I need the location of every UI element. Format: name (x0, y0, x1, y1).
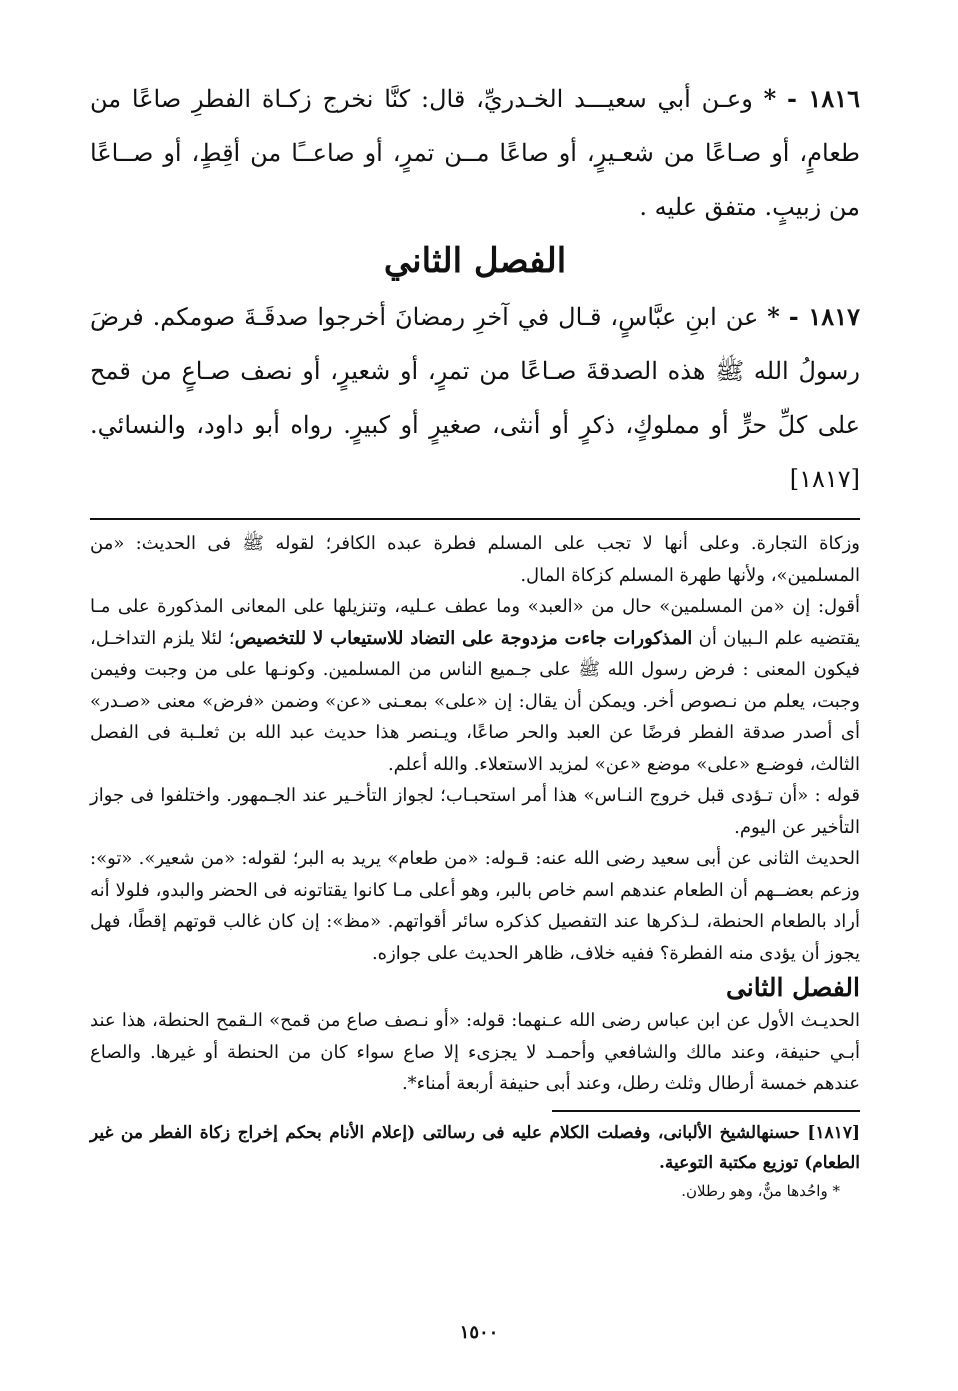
hadith-number: ١٨١٦ - (786, 84, 860, 113)
commentary-text: أقول: إن «من المسلمين» حال من «العبد» وما عطف عـليه، وتنزيلها على المعانى المذكورة على مـا يقتضيه علم الـبيان أن (90, 596, 861, 649)
commentary-paragraph: قوله : «أن تـؤدى قبل خروج النـاس» هذا أمر استحبـاب؛ لجواز التأخـير عند الجـمهور. واختلفوا فى جواز التأخير عن اليوم. (90, 785, 860, 838)
commentary-paragraph: وزكاة التجارة. وعلى أنها لا تجب على المسلم فطرة عبده الكافر؛ لقوله ﷺ فى الحديث: «من المسلمين»، ولأنها طهرة المسلم كزكاة المال. (90, 533, 860, 586)
commentary (90, 528, 860, 1100)
footnote-reference: [١٨١٧] حسنهالشيخ الألبانى، وفصلت الكلام عليه فى رسالتى (إعلام الأنام بحكم إخراج زكاة الفطر من غير الطعام) توزيع مكتبة التوعية. (90, 1122, 860, 1173)
footnote-note: * واحُدها منٌّ، وهو رطلان. (681, 1181, 840, 1200)
footnotes (90, 1118, 860, 1204)
commentary-divider (90, 518, 860, 520)
commentary-text: ؛ لئلا يلزم التداخـل، فيكون المعنى : فرض رسول الله ﷺ على جـميع الناس من المسلمين. وكونـها على من وجبت وفيمن وجبت، يعلم من نـصوص أخر. ويمكن أن يقال: إن «على» بمعـنى «عن» وضمن «فرض» معنى «صـدر» أى أصدر صدقة الفطر فرضًا عن العبد والحر صاعًا، ويـنصر هذا حديث عبد الله بن ثعلـبة فى الفصل الثالث، فوضـع «على» موضع «عن» لمزيد الاستعلاء. والله أعلم. (90, 627, 860, 775)
commentary-section-title: الفصل الثانى (725, 973, 860, 1002)
hadith-reference: [١٨١٧] (789, 465, 860, 493)
commentary-paragraph: الحديث الثانى عن أبى سعيد رضى الله عنه: قـوله: «من طعام» يريد به البر؛ لقوله: «من شعير». «تو»: وزعم بعضــهم أن الطعام عندهم اسم خاص بالبر، وهو أعلى مـا كانوا يقتاتونه فى الحضر والبدو، فلولا أنه أراد بالطعام الحنطة، لـذكرها عند التفصيل كذكره سائر أقواتهم. «مظ»: إن كان غالب قوتهم إقطًا، فهل يجوز أن يؤدى منه الفطرة؟ ففيه خلاف، ظاهر الحديث على جوازه. (90, 848, 860, 964)
hadith-text: وعـن أبي سعيـــد الخـدريِّ، قال: كنَّا نخرج زكـاة الفطرِ صاعًا من طعامٍ، أو صـاعًا من شعـيرٍ، أو صاعًا مــن تمرٍ، أو صاعــًا من أقِطٍ، أو صــاعًا من زبيبٍ. متفق عليه . (90, 85, 860, 221)
commentary-paragraph (90, 591, 860, 780)
chapter-title: الفصل الثاني (383, 241, 567, 281)
star-marker: * (763, 84, 777, 113)
hadith-text: عن ابنِ عبَّاسٍ، قـال في آخرِ رمضانَ أخرجوا صدقَـةَ صومكم. فرضَ رسولُ الله ﷺ هذه الصدقةَ صـاعًا من تمرٍ، أو شعيرٍ، أو نصف صـاعٍ من قمح على كلِّ حرٍّ أو مملوكٍ، ذكرٍ أو أنثى، صغيرٍ أو كبيرٍ. رواه أبو داود، والنسائي. (90, 303, 860, 439)
commentary-paragraph: الحديـث الأول عن ابن عباس رضى الله عـنهما: قوله: «أو نـصف صاع من قمح» الـقمح الحنطة، هذا عند أبـي حنيفة، وعند مالك والشافعي وأحمـد لا يجزىء إلا صاع سواء كان من الحنطة أو غيرها. والصاع عندهم خمسة أرطال وثلث رطل، وعند أبى حنيفة أربعة أمناء*. (90, 1010, 860, 1094)
page-number: ١٥٠٠ (459, 1322, 499, 1343)
hadith-number: ١٨١٧ - (788, 302, 860, 331)
commentary-emphasis: المذكورات جاءت مزدوجة على التضاد للاستيعاب لا للتخصيص (234, 627, 693, 649)
footnote-divider (552, 1110, 860, 1112)
hadith-1817 (90, 290, 860, 506)
hadith-1816 (90, 72, 860, 234)
star-marker: * (767, 302, 780, 331)
page-body (90, 72, 860, 1204)
